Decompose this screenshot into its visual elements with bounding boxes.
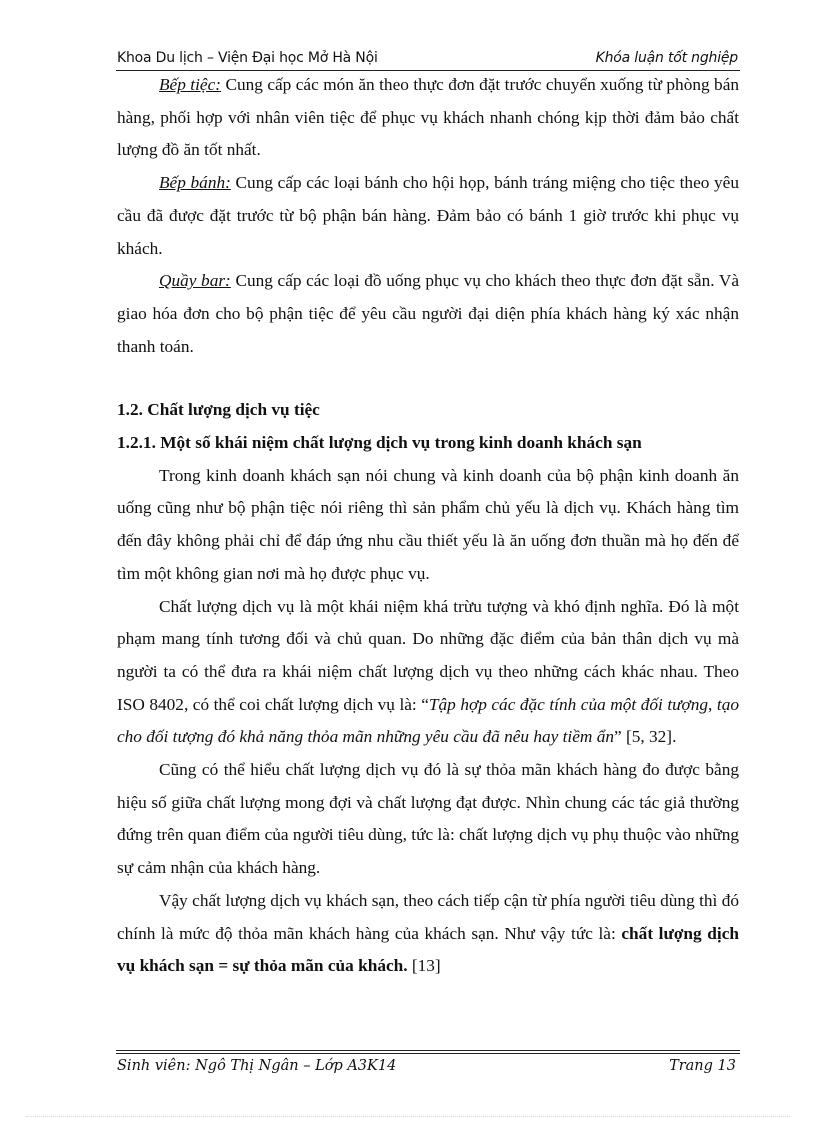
term-bep-banh: Bếp bánh: [159,173,231,193]
paragraph-text: Vậy chất lượng dịch vụ khách sạn, theo cách tiếp cận từ phía người tiêu dùng thì đó chính là mức độ thỏa mãn khách hàng của khách sạn. Như vậy tức là: [117,890,739,943]
footer-divider-top [116,1050,740,1051]
page-bottom-border [26,1116,790,1117]
paragraph-quay-bar [117,265,739,363]
key-formula: chất lượng dịch vụ khách sạn = sự thỏa mãn của khách. [117,923,739,976]
section-spacer [117,363,739,394]
paragraph-text: Cung cấp các món ăn theo thực đơn đặt trước chuyển xuống từ phòng bán hàng, phối hợp với nhân viên tiệc để phục vụ khách nhanh chóng kịp thời đảm bảo chất lượng đồ ăn tốt nhất. [117,75,740,160]
footer-page-number: Trang 13 [669,1058,736,1074]
iso-quote: Tập hợp các đặc tính của một đối tượng, tạo cho đối tượng đó khả năng thỏa mãn những yêu cầu đã nêu hay tiềm ẩn [117,694,739,747]
citation: ” [5, 32]. [614,727,677,747]
citation: [13] [407,956,441,976]
footer-divider-bottom [116,1053,740,1054]
section-heading: 1.2. Chất lượng dịch vụ tiệc [117,400,320,420]
paragraph-definition [117,591,739,755]
paragraph-text: Cung cấp các loại đồ uống phục vụ cho khách theo thực đơn đặt sẵn. Và giao hóa đơn cho bộ phận tiệc để yêu cầu người đại diện phía khách hàng ký xác nhận thanh toán. [117,271,740,356]
paragraph-satisfaction: Cũng có thể hiểu chất lượng dịch vụ đó là sự thỏa mãn khách hàng đo được bằng hiệu số giữa chất lượng mong đợi và chất lượng đạt được. Nhìn chung các tác giả thường đứng trên quan điểm của người tiêu dùng, tức là: chất lượng dịch vụ phụ thuộc vào những sự cảm nhận của khách hàng. [117,760,739,878]
page-content [117,69,739,983]
header-document-type: Khóa luận tốt nghiệp [595,50,738,66]
term-bep-tiec: Bếp tiệc: [159,75,222,94]
paragraph-text: Cung cấp các loại bánh cho hội họp, bánh tráng miệng cho tiệc theo yêu cầu đã được đặt trước từ bộ phận bán hàng. Đảm bảo có bánh 1 giờ trước khi phục vụ khách. [117,173,739,258]
paragraph-text: Chất lượng dịch vụ là một khái niệm khá trừu tượng và khó định nghĩa. Đó là một phạm mang tính tương đối và chủ quan. Do những đặc điểm của bản thân dịch vụ mà người ta có thể đưa ra khái niệm chất lượng dịch vụ theo những cách khác nhau. Theo ISO 8402, có thể coi chất lượng dịch vụ là: “ [117,596,739,714]
paragraph-intro: Trong kinh doanh khách sạn nói chung và kinh doanh của bộ phận kinh doanh ăn uống cũng như bộ phận tiệc nói riêng thì sản phẩm chủ yếu là dịch vụ. Khách hàng tìm đến đây không phải chỉ để đáp ứng nhu cầu thiết yếu là ăn uống đơn thuần mà họ đến để tìm một không gian nơi mà họ được phục vụ. [117,465,739,583]
footer-student: Sinh viên: Ngô Thị Ngân – Lớp A3K14 [117,1058,397,1074]
header-faculty: Khoa Du lịch – Viện Đại học Mở Hà Nội [117,50,378,66]
subsection-heading: 1.2.1. Một số khái niệm chất lượng dịch vụ trong kinh doanh khách sạn [117,433,642,453]
paragraph-bep-banh [117,167,739,265]
paragraph-bep-tiec [117,69,739,167]
paragraph-conclusion [117,885,739,983]
term-quay-bar: Quầy bar: [159,271,231,291]
